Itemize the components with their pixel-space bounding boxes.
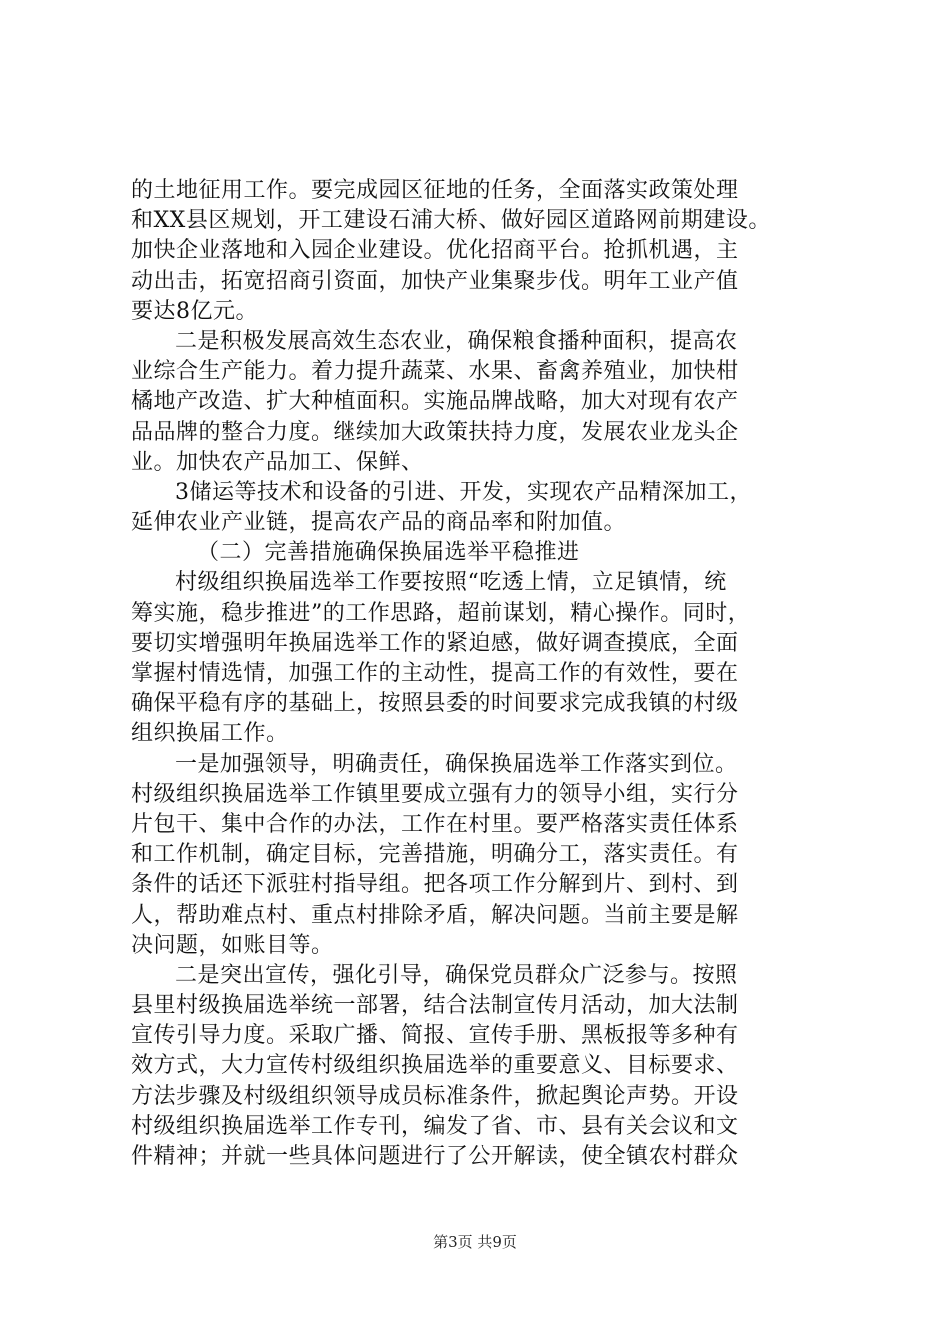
text-line: 件精神；并就一些具体问题进行了公开解读，使全镇农村群众 xyxy=(131,1144,739,1169)
text-line: 业综合生产能力。着力提升蔬菜、水果、畜禽养殖业，加快柑 xyxy=(131,359,739,385)
text-line: 掌握村情选情，加强工作的主动性，提高工作的有效性，要在 xyxy=(131,661,739,686)
text-line: 要切实增强明年换届选举工作的紧迫感，做好调查摸底，全面 xyxy=(131,630,739,656)
text-line: 决问题，如账目等。 xyxy=(131,932,334,958)
text-line: 要达8亿元。 xyxy=(131,298,258,324)
text-line: 组织换届工作。 xyxy=(131,721,289,747)
text-line: 业。加快农产品加工、保鲜、 xyxy=(131,449,424,475)
paragraph-start-line: 一是加强领导，明确责任，确保换届选举工作落实到位。 xyxy=(175,751,738,777)
text-line: 橘地产改造、扩大种植面积。实施品牌战略，加大对现有农产 xyxy=(131,389,739,415)
text-line: 加快企业落地和入园企业建设。优化招商平台。抢抓机遇，主 xyxy=(131,238,739,264)
text-line: 片包干、集中合作的办法，工作在村里。要严格落实责任体系 xyxy=(131,811,739,837)
document-body xyxy=(131,176,831,1172)
text-line: 方法步骤及村级组织领导成员标准条件，掀起舆论声势。开设 xyxy=(131,1083,739,1109)
text-line: 延伸农业产业链，提高农产品的商品率和附加值。 xyxy=(131,510,627,536)
text-line: 村级组织换届选举工作镇里要成立强有力的领导小组，实行分 xyxy=(131,781,739,807)
paragraph-start-line: 3储运等技术和设备的引进、开发，实现农产品精深加工， xyxy=(175,479,752,505)
text-line: 和工作机制，确定目标，完善措施，明确分工，落实责任。有 xyxy=(131,842,739,868)
text-line: 品品牌的整合力度。继续加大政策扶持力度，发展农业龙头企 xyxy=(131,419,739,445)
text-line: 动出击，拓宽招商引资面，加快产业集聚步伐。明年工业产值 xyxy=(131,268,739,294)
text-line: 宣传引导力度。采取广播、简报、宣传手册、黑板报等多种有 xyxy=(131,1023,739,1049)
text-line: 筹实施，稳步推进”的工作思路，超前谋划，精心操作。同时， xyxy=(131,600,751,626)
text-line: 村级组织换届选举工作专刊，编发了省、市、县有关会议和文 xyxy=(131,1113,739,1139)
section-heading: （二）完善措施确保换届选举平稳推进 xyxy=(197,540,580,566)
paragraph-start-line: 二是突出宣传，强化引导，确保党员群众广泛参与。按照 xyxy=(175,962,738,988)
text-line: 条件的话还下派驻村指导组。把各项工作分解到片、到村、到 xyxy=(131,872,739,898)
text-line: 的土地征用工作。要完成园区征地的任务，全面落实政策处理 xyxy=(131,178,739,203)
text-line: 确保平稳有序的基础上，按照县委的时间要求完成我镇的村级 xyxy=(131,691,739,717)
text-line: 和XX县区规划，开工建设石浦大桥、做好园区道路网前期建设。 xyxy=(131,208,771,234)
text-line: 县里村级换届选举统一部署，结合法制宣传月活动，加大法制 xyxy=(131,993,739,1019)
text-line: 人，帮助难点村、重点村排除矛盾，解决问题。当前主要是解 xyxy=(131,902,739,928)
paragraph-start-line: 村级组织换届选举工作要按照“吃透上情，立足镇情，统 xyxy=(175,570,727,596)
paragraph-start-line: 二是积极发展高效生态农业，确保粮食播种面积，提高农 xyxy=(175,328,738,354)
page-number-footer: 第3页 共9页 xyxy=(433,1233,517,1251)
text-line: 效方式，大力宣传村级组织换届选举的重要意义、目标要求、 xyxy=(131,1053,739,1079)
